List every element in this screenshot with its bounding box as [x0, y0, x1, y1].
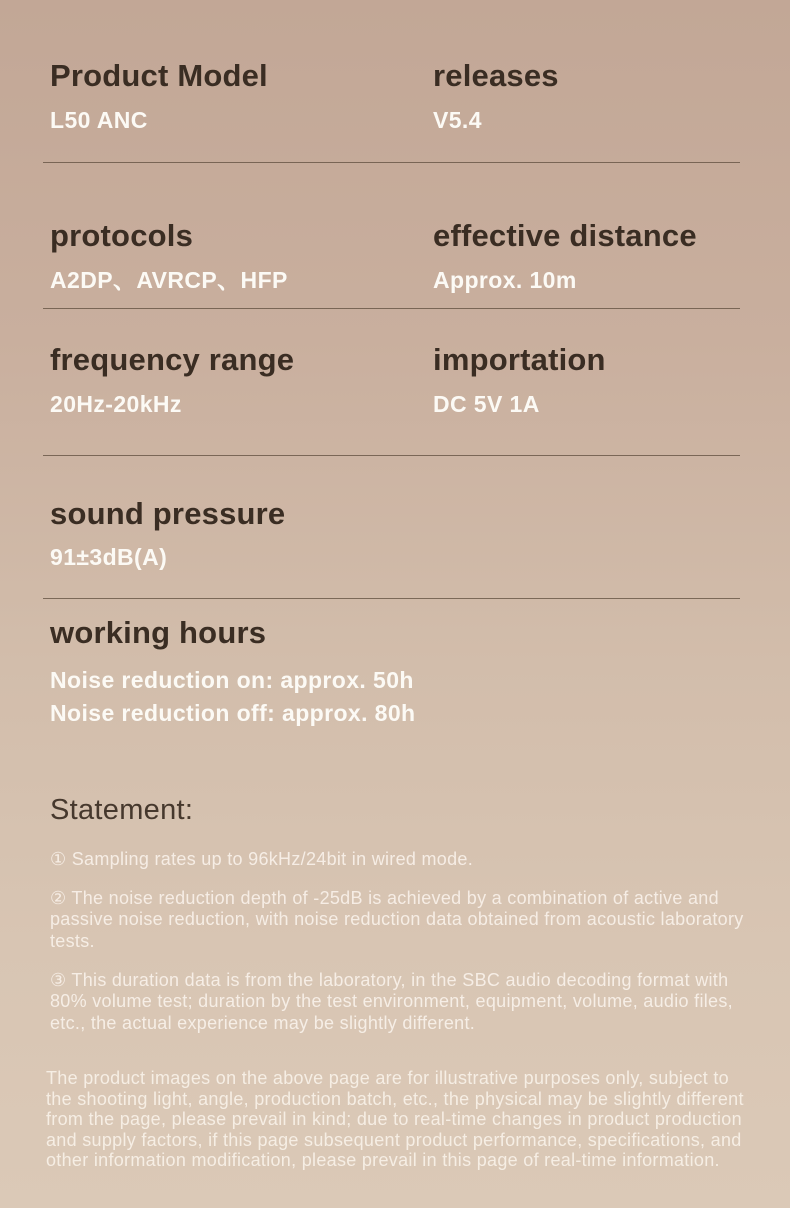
spec-value-sound-pressure: 91±3dB(A): [50, 544, 168, 571]
spec-row-product-model: [50, 58, 746, 134]
spec-value-product-model: L50 ANC: [50, 106, 148, 133]
spec-cell-releases: [433, 58, 746, 134]
divider: [43, 308, 740, 309]
spec-label-effective-distance: effective distance: [433, 218, 697, 254]
statement-title: Statement:: [50, 794, 194, 827]
working-hours-line-anc-on: Noise reduction on: approx. 50h: [50, 666, 414, 693]
spec-cell-frequency-range: [50, 342, 433, 418]
divider: [43, 598, 740, 599]
spec-value-releases: V5.4: [433, 106, 482, 133]
spec-value-protocols: A2DP、AVRCP、HFP: [50, 266, 288, 293]
divider: [43, 455, 740, 456]
statement-section: [46, 794, 746, 1171]
working-hours-line-anc-off: Noise reduction off: approx. 80h: [50, 699, 416, 726]
spec-label-protocols: protocols: [50, 218, 194, 254]
spec-row-working-hours: [50, 615, 746, 730]
spec-cell-effective-distance: [433, 218, 746, 294]
spec-cell-product-model: [50, 58, 433, 134]
spec-value-working-hours: [50, 664, 746, 731]
spec-label-product-model: Product Model: [50, 58, 268, 93]
spec-row-frequency-range: [50, 342, 746, 418]
spec-label-importation: importation: [433, 342, 606, 378]
spec-label-sound-pressure: sound pressure: [50, 495, 286, 531]
statement-item-3: ③ This duration data is from the laboratory, in the SBC audio decoding format with 80% volume test; duration by the test environment, equipment, volume, audio files, etc., the actual experience may be slightly different.: [50, 969, 733, 1033]
spec-row-protocols: [50, 218, 746, 294]
spec-value-effective-distance: Approx. 10m: [433, 266, 577, 293]
divider: [43, 162, 740, 163]
spec-label-frequency-range: frequency range: [50, 342, 295, 378]
spec-row-sound-pressure: [50, 496, 746, 572]
spec-label-releases: releases: [433, 58, 559, 93]
spec-cell-importation: [433, 342, 746, 418]
spec-value-importation: DC 5V 1A: [433, 391, 540, 418]
statement-item-2: ② The noise reduction depth of -25dB is achieved by a combination of active and passive noise reduction, with noise reduction data obtained from acoustic laboratory tests.: [50, 887, 744, 952]
disclaimer-text: The product images on the above page are for illustrative purposes only, subject to the shooting light, angle, production batch, etc., the physical may be slightly different from the page, please prevail in kind; due to real-time changes in product production and supply factors, if this page subsequent product performance, specifications, and other information modification, please prevail in this page of real-time information.: [46, 1068, 744, 1171]
spec-label-working-hours: working hours: [50, 614, 267, 650]
statement-item-1: ① Sampling rates up to 96kHz/24bit in wired mode.: [50, 849, 474, 870]
spec-value-frequency-range: 20Hz-20kHz: [50, 391, 182, 418]
spec-cell-protocols: [50, 218, 433, 294]
